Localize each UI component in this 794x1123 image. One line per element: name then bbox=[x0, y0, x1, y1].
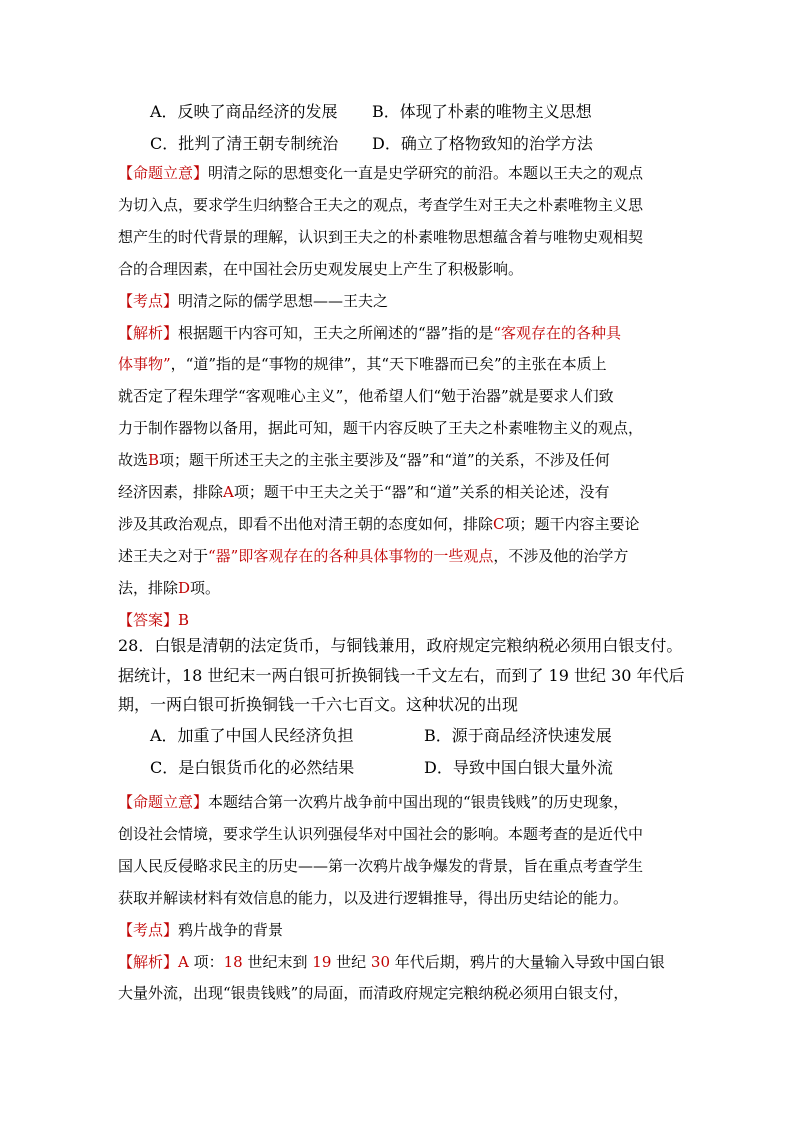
q27-answer-value: B bbox=[178, 611, 190, 629]
q27-jiexi-text-1b: “客观存在的各种具 bbox=[493, 324, 622, 342]
q27-jiexi-text-5c: 项；题干所述王夫之的主张主要涉及“器”和“道”的关系，不涉及任何 bbox=[159, 451, 610, 469]
q28-kaodian-text: 鸦片战争的背景 bbox=[178, 921, 284, 939]
q27-mingti-tag: 【命题立意】 bbox=[118, 164, 209, 182]
q28-jiexi-text-1c: 18 bbox=[223, 953, 243, 971]
q27-option-b: B．体现了朴素的唯物主义思想 bbox=[372, 102, 592, 121]
q28-option-d: D．导致中国白银大量外流 bbox=[424, 758, 613, 777]
q28-kaodian-tag: 【考点】 bbox=[118, 921, 179, 939]
q27-jiexi-text-5b: B bbox=[148, 451, 160, 469]
q28-jiexi-line-2: 大量外流，出现“银贵钱贱”的局面，而清政府规定完粮纳税必须用白银支付， bbox=[118, 984, 629, 1002]
q28-mingti-tag: 【命题立意】 bbox=[118, 793, 209, 811]
q27-jiexi-text-6a: 经济因素，排除 bbox=[118, 483, 224, 501]
q27-jiexi-text-9c: 项。 bbox=[190, 579, 221, 597]
q27-jiexi-text-1a: 根据题干内容可知，王夫之所阐述的“器”指的是 bbox=[178, 324, 494, 342]
q27-kaodian bbox=[118, 294, 388, 309]
q28-jiexi-text-1a: A bbox=[178, 953, 189, 971]
q28-jiexi-text-1g: 30 bbox=[370, 953, 391, 971]
q28-mingti-line-4: 获取并解读材料有效信息的能力，以及进行逻辑推导，得出历史结论的能力。 bbox=[118, 889, 629, 907]
q27-jiexi-text-7c: 项；题干内容主要论 bbox=[504, 515, 640, 533]
q28-option-b: B．源于商品经济快速发展 bbox=[424, 726, 612, 745]
q27-jiexi-text-7a: 涉及其政治观点，即看不出他对清王朝的态度如何，排除 bbox=[118, 515, 494, 533]
q27-jiexi-text-2a: 体事物” bbox=[118, 355, 171, 373]
q27-jiexi-text-6b: A bbox=[223, 483, 234, 501]
q27-mingti-text-1: 明清之际的思想变化一直是史学研究的前沿。本题以王夫之的观点 bbox=[208, 164, 644, 182]
q28-jiexi-text-1h: 年代后期，鸦片的大量输入导致中国白银 bbox=[390, 953, 665, 971]
q27-jiexi-line-6 bbox=[118, 485, 610, 500]
q28-jiexi-text-1f: 世纪 bbox=[331, 953, 371, 971]
q28-mingti-line-3: 国人民反侵略求民主的历史——第一次鸦片战争爆发的背景，旨在重点考查学生 bbox=[118, 857, 644, 875]
q27-jiexi-line-7 bbox=[118, 517, 640, 532]
q28-option-a: A．加重了中国人民经济负担 bbox=[150, 726, 354, 745]
q28-mingti-line-1 bbox=[118, 795, 628, 810]
q27-jiexi-line-1 bbox=[118, 326, 621, 341]
q27-jiexi-text-5a: 故选 bbox=[118, 451, 149, 469]
q28-kaodian bbox=[118, 923, 283, 938]
q27-jiexi-text-9a: 法，排除 bbox=[118, 579, 179, 597]
q28-jiexi-text-1b: 项： bbox=[188, 953, 224, 971]
q27-jiexi-text-6c: 项；题干中王夫之关于“器”和“道”关系的相关论述，没有 bbox=[233, 483, 610, 501]
q28-mingti-text-1: 本题结合第一次鸦片战争前中国出现的“银贵钱贱”的历史现象， bbox=[208, 793, 629, 811]
q27-mingti-line-2: 为切入点，要求学生归纳整合王夫之的观点，考查学生对王夫之朴素唯物主义思 bbox=[118, 196, 644, 214]
q27-answer bbox=[118, 613, 189, 628]
q28-mingti-line-2: 创设社会情境，要求学生认识列强侵华对中国社会的影响。本题考查的是近代中 bbox=[118, 825, 644, 843]
q27-jiexi-text-8a: 述王夫之对于 bbox=[118, 547, 209, 565]
q27-jiexi-text-2b: ，“道”指的是“事物的规律”，其“天下唯器而已矣”的主张在本质上 bbox=[170, 355, 607, 373]
q27-kaodian-text: 明清之际的儒学思想——王夫之 bbox=[178, 292, 389, 310]
q27-jiexi-line-4: 力于制作器物以备用，据此可知，题干内容反映了王夫之朴素唯物主义的观点， bbox=[118, 419, 644, 437]
q27-answer-tag: 【答案】 bbox=[118, 611, 179, 629]
q27-option-d: D．确立了格物致知的治学方法 bbox=[372, 134, 593, 153]
q27-kaodian-tag: 【考点】 bbox=[118, 292, 179, 310]
q27-mingti-line-1 bbox=[118, 166, 643, 181]
q27-jiexi-line-2 bbox=[118, 357, 607, 372]
q28-jiexi-text-1e: 19 bbox=[312, 953, 332, 971]
q27-jiexi-line-5 bbox=[118, 453, 610, 468]
q28-jiexi-text-1d: 世纪末到 bbox=[242, 953, 313, 971]
q28-stem-line-1: 28．白银是清朝的法定货币，与铜钱兼用，政府规定完粮纳税必须用白银支付。 bbox=[118, 636, 683, 655]
q27-mingti-line-3: 想产生的时代背景的理解，认识到王夫之的朴素唯物思想蕴含着与唯物史观相契 bbox=[118, 228, 644, 246]
q27-jiexi-line-8 bbox=[118, 549, 628, 564]
q27-mingti-line-4: 合的合理因素，在中国社会历史观发展史上产生了积极影响。 bbox=[118, 260, 524, 278]
q27-jiexi-text-9b: D bbox=[178, 579, 191, 597]
q27-jiexi-text-8c: ，不涉及他的治学方 bbox=[493, 547, 629, 565]
q27-option-a: A．反映了商品经济的发展 bbox=[150, 102, 338, 121]
q28-jiexi-tag: 【解析】 bbox=[118, 953, 179, 971]
q28-jiexi-line-1 bbox=[118, 955, 665, 970]
q27-option-c: C．批判了清王朝专制统治 bbox=[150, 134, 339, 153]
q27-jiexi-line-9 bbox=[118, 581, 220, 596]
q27-jiexi-tag: 【解析】 bbox=[118, 324, 179, 342]
q28-stem-line-3: 期，一两白银可折换铜钱一千六七百文。这种状况的出现 bbox=[118, 695, 519, 714]
q28-option-c: C．是白银货币化的必然结果 bbox=[150, 758, 355, 777]
q27-jiexi-text-7b: C bbox=[493, 515, 505, 533]
q27-jiexi-text-8b: “器”即客观存在的各种具体事物的一些观点 bbox=[208, 547, 494, 565]
q28-stem-line-2: 据统计，18 世纪末一两白银可折换铜钱一千文左右，而到了 19 世纪 30 年代后 bbox=[118, 666, 685, 685]
q27-jiexi-line-3: 就否定了程朱理学“客观唯心主义”，他希望人们“勉于治器”就是要求人们致 bbox=[118, 387, 614, 405]
